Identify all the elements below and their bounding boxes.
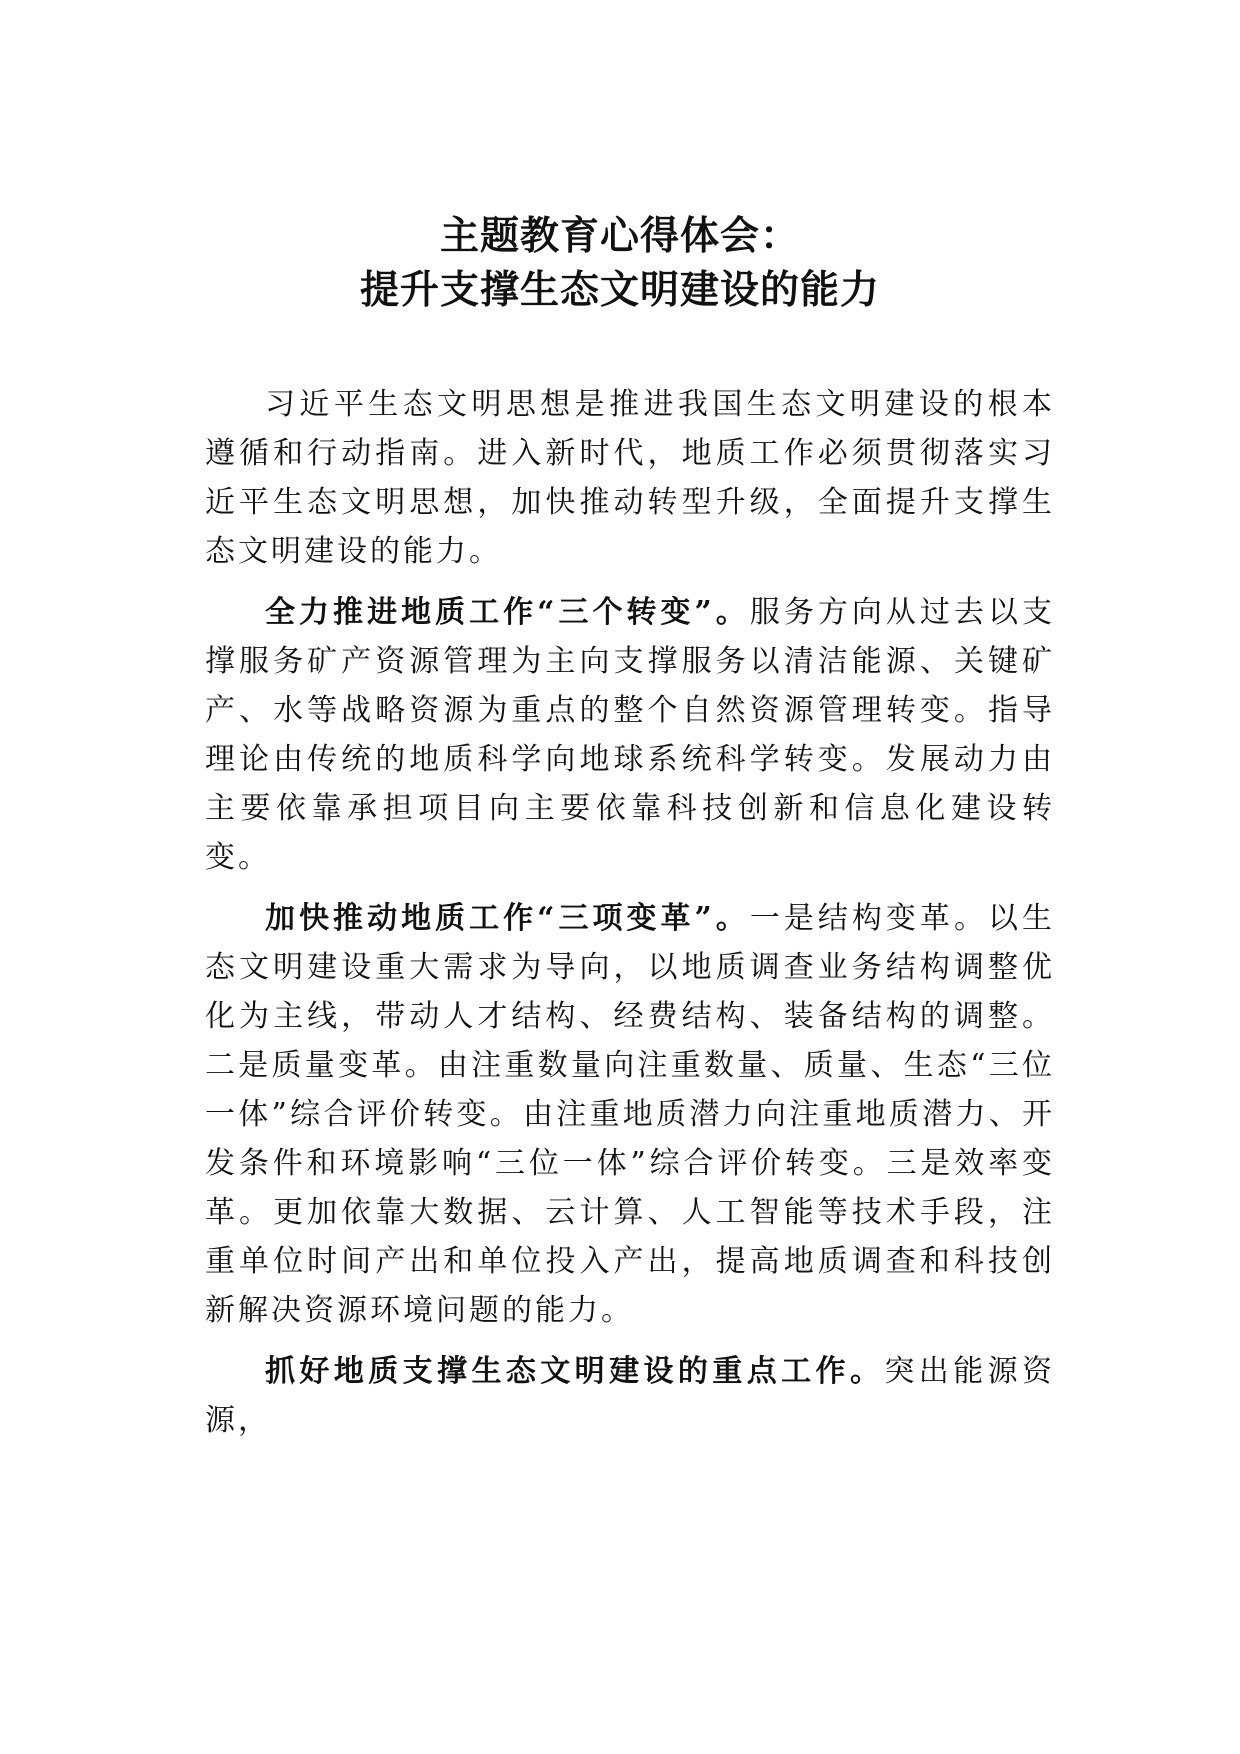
paragraph-three-changes	[205, 588, 1055, 882]
paragraph-text: 服务方向从过去以支撑服务矿产资源管理为主向支撑服务以清洁能源、关键矿产、水等战略资源为重点的整个自然资源管理转变。指导理论由传统的地质科学向地球系统科学转变。发展动力由主要依靠承担项目向主要依靠科技创新和信息化建设转变。	[205, 595, 1055, 875]
paragraph-text: 突出能源资源，	[205, 1354, 1056, 1438]
document-body	[205, 380, 1055, 1457]
paragraph-three-reforms	[205, 894, 1055, 1335]
paragraph-intro	[205, 380, 1055, 576]
paragraph-lead: 全力推进地质工作“三个转变”。	[265, 595, 750, 630]
paragraph-text: 一是结构变革。以生态文明建设重大需求为导向，以地质调查业务结构调整优化为主线，带动人才结构、经费结构、装备结构的调整。二是质量变革。由注重数量向注重数量、质量、生态“三位一体”综合评价转变。由注重地质潜力向注重地质潜力、开发条件和环境影响“三位一体”综合评价转变。三是效率变革。更加依靠大数据、云计算、人工智能等技术手段，注重单位时间产出和单位投入产出，提高地质调查和科技创新解决资源环境问题的能力。	[205, 901, 1055, 1328]
title-line-1: 主题教育心得体会：	[439, 214, 800, 259]
document-title	[0, 210, 1240, 318]
paragraph-key-work	[205, 1347, 1055, 1445]
title-line-2: 提升支撑生态文明建设的能力	[359, 268, 880, 313]
paragraph-lead: 加快推动地质工作“三项变革”。	[265, 901, 750, 936]
paragraph-text: 习近平生态文明思想是推进我国生态文明建设的根本遵循和行动指南。进入新时代，地质工作必须贯彻落实习近平生态文明思想，加快推动转型升级，全面提升支撑生态文明建设的能力。	[205, 387, 1055, 569]
paragraph-lead: 抓好地质支撑生态文明建设的重点工作。	[265, 1354, 885, 1389]
